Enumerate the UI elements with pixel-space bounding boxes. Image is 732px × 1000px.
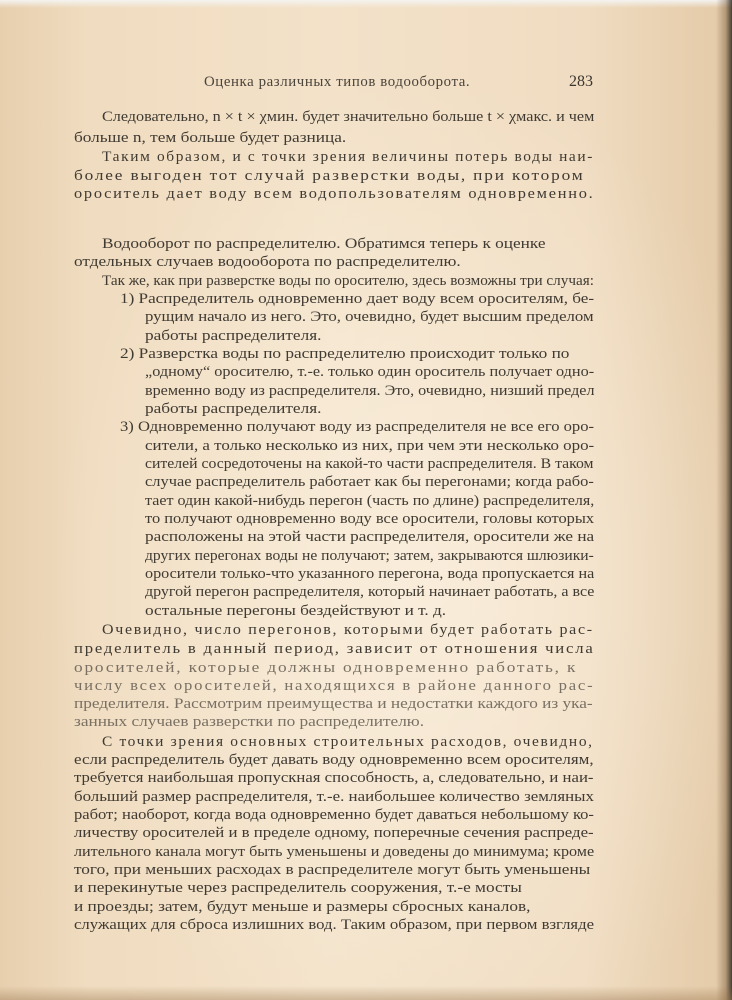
text-line: Водооборот по распределителю. Обратимся теперь к оценке: [102, 236, 546, 252]
text-line: то получают одновременно воду все оросители, головы которых: [145, 511, 595, 527]
text-line: более выгоден тот случай разверстки воды, при котором: [74, 168, 585, 184]
text-line: пределитель в данный период, зависит от отношения числа: [74, 641, 595, 657]
text-line: Следовательно, n × t × χмин. будет значительно больше t × χмакс. и чем: [102, 109, 595, 125]
text-line: Очевидно, число перегонов, которыми будет работать рас-: [102, 622, 594, 638]
text-line: больший размер распределителя, т.-е. наибольшее количество земляных: [74, 789, 594, 805]
text-line: остальные перегоны бездействуют и т. д.: [145, 603, 447, 619]
text-line: ороситель дает воду всем водопользователям одновременно.: [74, 186, 595, 202]
text-line: служащих для сброса излишних вод. Таким образом, при первом взгляде: [74, 917, 594, 933]
text-line: числу всех оросителей, находящихся в районе данного рас-: [74, 678, 595, 694]
text-line: и проезды; затем, будут меньше и размеры сбросных каналов,: [74, 899, 531, 915]
text-line: требуется наибольшая пропускная способность, а, следовательно, и наи-: [74, 770, 594, 786]
text-line: отдельных случаев водооборота по распределителю.: [74, 254, 461, 270]
text-line: работы распределителя.: [145, 328, 322, 344]
text-line: Таким образом, и с точки зрения величины потерь воды наи-: [102, 149, 595, 165]
text-line: личеству оросителей и в пределе одному, поперечные сечения распреде-: [74, 825, 594, 841]
text-line: 1) Распределитель одновременно дает воду всем оросителям, бе-: [120, 291, 595, 307]
text-line: сители, а только несколько из них, при чем эти несколько оро-: [145, 438, 595, 454]
text-line: оросителей, которые должны одновременно работать, к: [74, 660, 578, 676]
running-head: Оценка различных типов водооборота.: [204, 74, 471, 90]
text-line: 2) Разверстка воды по распределителю происходит только по: [120, 346, 570, 362]
text-line: больше n, тем больше будет разница.: [74, 130, 347, 146]
page-top-edge: [0, 0, 732, 8]
text-line: 3) Одновременно получают воду из распределителя не все его оро-: [120, 419, 595, 435]
text-line: оросители только-что указанного перегона, вода пропускается на: [145, 566, 595, 582]
text-line: С точки зрения основных строительных расходов, очевидно,: [102, 734, 594, 750]
text-line: занных случаев разверстки по распределителю.: [74, 714, 425, 730]
page-bottom-edge: [0, 986, 732, 1000]
text-line: если распределитель будет давать воду одновременно всем оросителям,: [74, 752, 594, 768]
text-line: рущим начало из него. Это, очевидно, будет высшим пределом: [145, 309, 594, 325]
text-line: другой перегон распределителя, который начинает работать, а все: [145, 584, 595, 600]
text-line: лительного канала могут быть уменьшены и доведены до минимума; кроме: [74, 844, 595, 860]
text-line: других перегонах воды не получают; затем, закрываются шлюзики-: [145, 548, 594, 564]
text-line: работ; наоборот, когда вода одновременно будет даваться небольшому ко-: [74, 807, 594, 823]
text-line: сителей сосредоточены на какой-то части распределителя. В таком: [145, 456, 594, 472]
text-line: тает один какой-нибудь перегон (часть по длине) распределителя,: [145, 493, 595, 509]
text-line: того, при меньших расходах в распределителе могут быть уменьшены: [74, 862, 591, 878]
text-line: случае распределитель работает как бы перегонами; когда рабо-: [145, 474, 594, 490]
text-line: временно воду из распределителя. Это, очевидно, низший предел: [145, 383, 595, 399]
text-line: пределителя. Рассмотрим преимущества и недостатки каждого из ука-: [74, 696, 593, 712]
text-line: и перекинутые через распределитель сооружения, т.-е мосты: [74, 880, 522, 896]
text-line: „одному“ оросителю, т.-е. только один ороситель получает одно-: [145, 364, 595, 380]
text-line: работы распределителя.: [145, 401, 322, 417]
text-line: Так же, как при разверстке воды по оросителю, здесь возможны три случая:: [102, 273, 594, 289]
text-line: расположены на этой части распределителя, оросители же на: [145, 529, 595, 545]
page-number: 283: [569, 73, 593, 90]
page-right-shadow: [716, 0, 732, 1000]
